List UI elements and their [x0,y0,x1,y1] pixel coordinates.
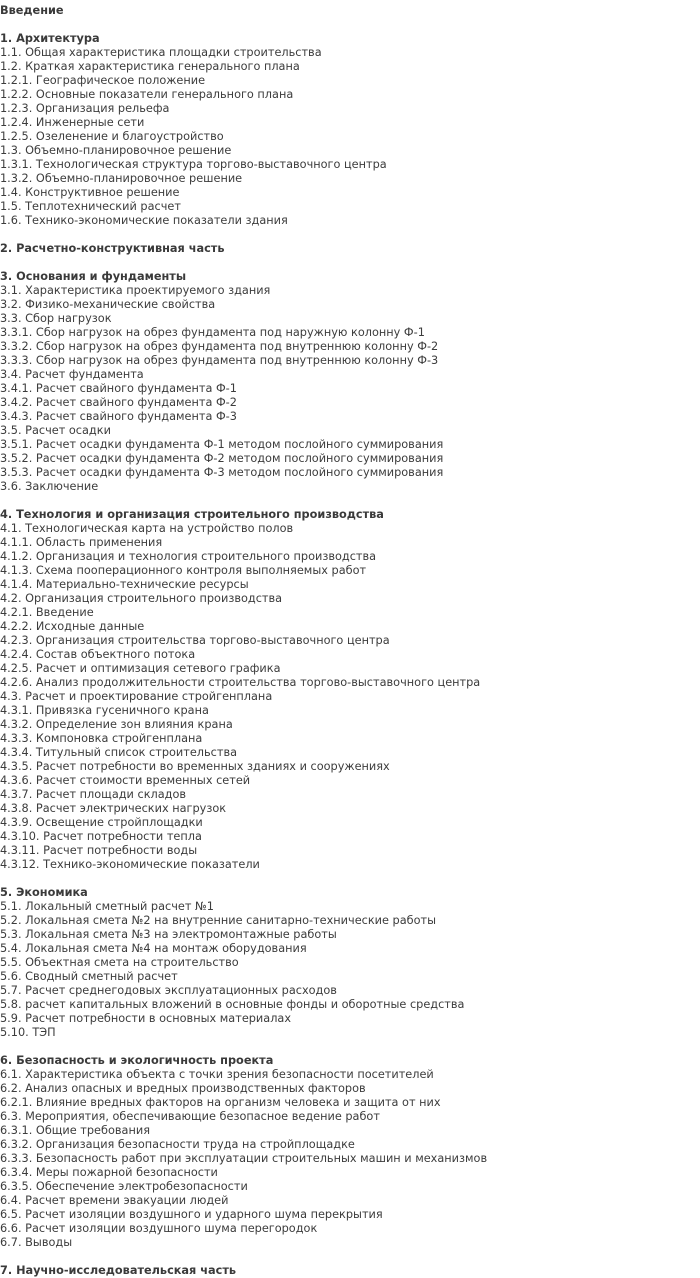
section-heading: 6. Безопасность и экологичность проекта [0,1054,274,1067]
section-heading: 4. Технология и организация строительного производства [0,508,384,521]
spacer [0,256,700,270]
section-heading: Введение [0,4,64,17]
toc-entry: 3.5.1. Расчет осадки фундамента Ф-1 методом послойного суммирования [0,438,444,451]
toc-entry: 6.1. Характеристика объекта с точки зрения безопасности посетителей [0,1068,434,1081]
toc-entry: 3.4. Расчет фундамента [0,368,144,381]
toc-entry: 3.4.3. Расчет свайного фундамента Ф-3 [0,410,237,423]
toc-entry: 4.3. Расчет и проектирование стройгенплана [0,690,273,703]
toc-entry: 5.10. ТЭП [0,1026,56,1039]
toc-entry: 3.3. Сбор нагрузок [0,312,112,325]
toc-entry: 3.2. Физико-механические свойства [0,298,216,311]
toc-entry: 4.1.2. Организация и технология строительного производства [0,550,377,563]
toc-entry: 4.3.1. Привязка гусеничного крана [0,704,209,717]
toc-entry: 1.2.5. Озеленение и благоустройство [0,130,224,143]
toc-entry: 1.2.1. Географическое положение [0,74,206,87]
toc-entry: 3.3.3. Сбор нагрузок на обрез фундамента под внутреннюю колонну Ф-3 [0,354,439,367]
toc-entry: 4.3.2. Определение зон влияния крана [0,718,233,731]
toc-entry: 4.2.1. Введение [0,606,94,619]
toc-entry: 6.3.3. Безопасность работ при эксплуатации строительных машин и механизмов [0,1152,488,1165]
toc-entry: 3.4.1. Расчет свайного фундамента Ф-1 [0,382,237,395]
spacer [0,1040,700,1054]
toc-entry: 6.4. Расчет времени эвакуации людей [0,1194,229,1207]
toc-entry: 6.5. Расчет изоляции воздушного и ударного шума перекрытия [0,1208,383,1221]
toc-entry: 1.3.1. Технологическая структура торгово-выставочного центра [0,158,387,171]
toc-entry: 4.2.2. Исходные данные [0,620,145,633]
section-heading: 5. Экономика [0,886,88,899]
toc-entry: 5.4. Локальная смета №4 на монтаж оборудования [0,942,307,955]
section-heading: 1. Архитектура [0,32,100,45]
toc-entry: 4.3.4. Титульный список строительства [0,746,238,759]
toc-entry: 4.3.3. Компоновка стройгенплана [0,732,203,745]
spacer [0,228,700,242]
toc-entry: 3.4.2. Расчет свайного фундамента Ф-2 [0,396,237,409]
toc-entry: 1.2.3. Организация рельефа [0,102,170,115]
toc-entry: 6.3.2. Организация безопасности труда на стройплощадке [0,1138,355,1151]
toc-entry: 4.3.11. Расчет потребности воды [0,844,198,857]
toc-entry: 5.2. Локальная смета №2 на внутренние санитарно-технические работы [0,914,437,927]
toc-entry: 4.3.6. Расчет стоимости временных сетей [0,774,251,787]
toc-entry: 6.3.4. Меры пожарной безопасности [0,1166,218,1179]
toc-entry: 6.7. Выводы [0,1236,73,1249]
section-heading: 3. Основания и фундаменты [0,270,187,283]
toc-entry: 3.1. Характеристика проектируемого здания [0,284,271,297]
toc-entry: 6.3.5. Обеспечение электробезопасности [0,1180,248,1193]
toc-entry: 4.2. Организация строительного производства [0,592,283,605]
toc-entry: 6.3. Мероприятия, обеспечивающие безопасное ведение работ [0,1110,380,1123]
toc-entry: 4.2.5. Расчет и оптимизация сетевого графика [0,662,281,675]
toc-entry: 6.3.1. Общие требования [0,1124,150,1137]
toc-entry: 5.9. Расчет потребности в основных материалах [0,1012,292,1025]
toc-entry: 1.2.4. Инженерные сети [0,116,145,129]
toc-entry: 1.1. Общая характеристика площадки строительства [0,46,322,59]
toc-entry: 5.6. Сводный сметный расчет [0,970,178,983]
toc-entry: 4.3.12. Технико-экономические показатели [0,858,260,871]
toc-entry: 4.2.4. Состав объектного потока [0,648,196,661]
toc-entry: 4.2.3. Организация строительства торгово-выставочного центра [0,634,390,647]
spacer [0,1250,700,1264]
toc-entry: 4.1.4. Материально-технические ресурсы [0,578,249,591]
toc-entry: 1.5. Теплотехнический расчет [0,200,181,213]
toc-entry: 4.3.5. Расчет потребности во временных зданиях и сооружениях [0,760,390,773]
toc-entry: 3.3.2. Сбор нагрузок на обрез фундамента под внутреннюю колонну Ф-2 [0,340,439,353]
toc-entry: 4.3.9. Освещение стройплощадки [0,816,203,829]
toc-entry: 5.7. Расчет среднегодовых эксплуатационных расходов [0,984,337,997]
section-heading: 2. Расчетно-конструктивная часть [0,242,225,255]
toc-entry: 1.3.2. Объемно-планировочное решение [0,172,243,185]
spacer [0,494,700,508]
toc-entry: 3.6. Заключение [0,480,99,493]
toc-entry: 6.2.1. Влияние вредных факторов на организм человека и защита от них [0,1096,441,1109]
toc-entry: 5.5. Объектная смета на строительство [0,956,239,969]
spacer [0,872,700,886]
toc-entry: 3.5.2. Расчет осадки фундамента Ф-2 методом послойного суммирования [0,452,444,465]
toc-entry: 1.2.2. Основные показатели генерального плана [0,88,294,101]
toc-entry: 1.3. Объемно-планировочное решение [0,144,232,157]
toc-entry: 1.6. Технико-экономические показатели здания [0,214,288,227]
section-heading: 7. Научно-исследовательская часть [0,1264,237,1277]
toc-entry: 5.1. Локальный сметный расчет №1 [0,900,214,913]
toc-entry: 3.3.1. Сбор нагрузок на обрез фундамента под наружную колонну Ф-1 [0,326,425,339]
toc-entry: 4.1. Технологическая карта на устройство полов [0,522,294,535]
toc-entry: 5.3. Локальная смета №3 на электромонтажные работы [0,928,337,941]
toc-entry: 3.5.3. Расчет осадки фундамента Ф-3 методом послойного суммирования [0,466,444,479]
toc-entry: 4.1.3. Схема пооперационного контроля выполняемых работ [0,564,367,577]
toc-entry: 6.2. Анализ опасных и вредных производственных факторов [0,1082,366,1095]
toc-entry: 1.4. Конструктивное решение [0,186,180,199]
toc-entry: 1.2. Краткая характеристика генерального плана [0,60,300,73]
toc-entry: 4.3.8. Расчет электрических нагрузок [0,802,227,815]
toc-entry: 5.8. расчет капитальных вложений в основные фонды и оборотные средства [0,998,465,1011]
toc-entry: 4.3.10. Расчет потребности тепла [0,830,202,843]
spacer [0,18,700,32]
toc-entry: 4.3.7. Расчет площади складов [0,788,187,801]
toc-entry: 3.5. Расчет осадки [0,424,111,437]
toc-entry: 4.2.6. Анализ продолжительности строительства торгово-выставочного центра [0,676,481,689]
toc-entry: 6.6. Расчет изоляции воздушного шума перегородок [0,1222,318,1235]
toc-entry: 4.1.1. Область применения [0,536,163,549]
